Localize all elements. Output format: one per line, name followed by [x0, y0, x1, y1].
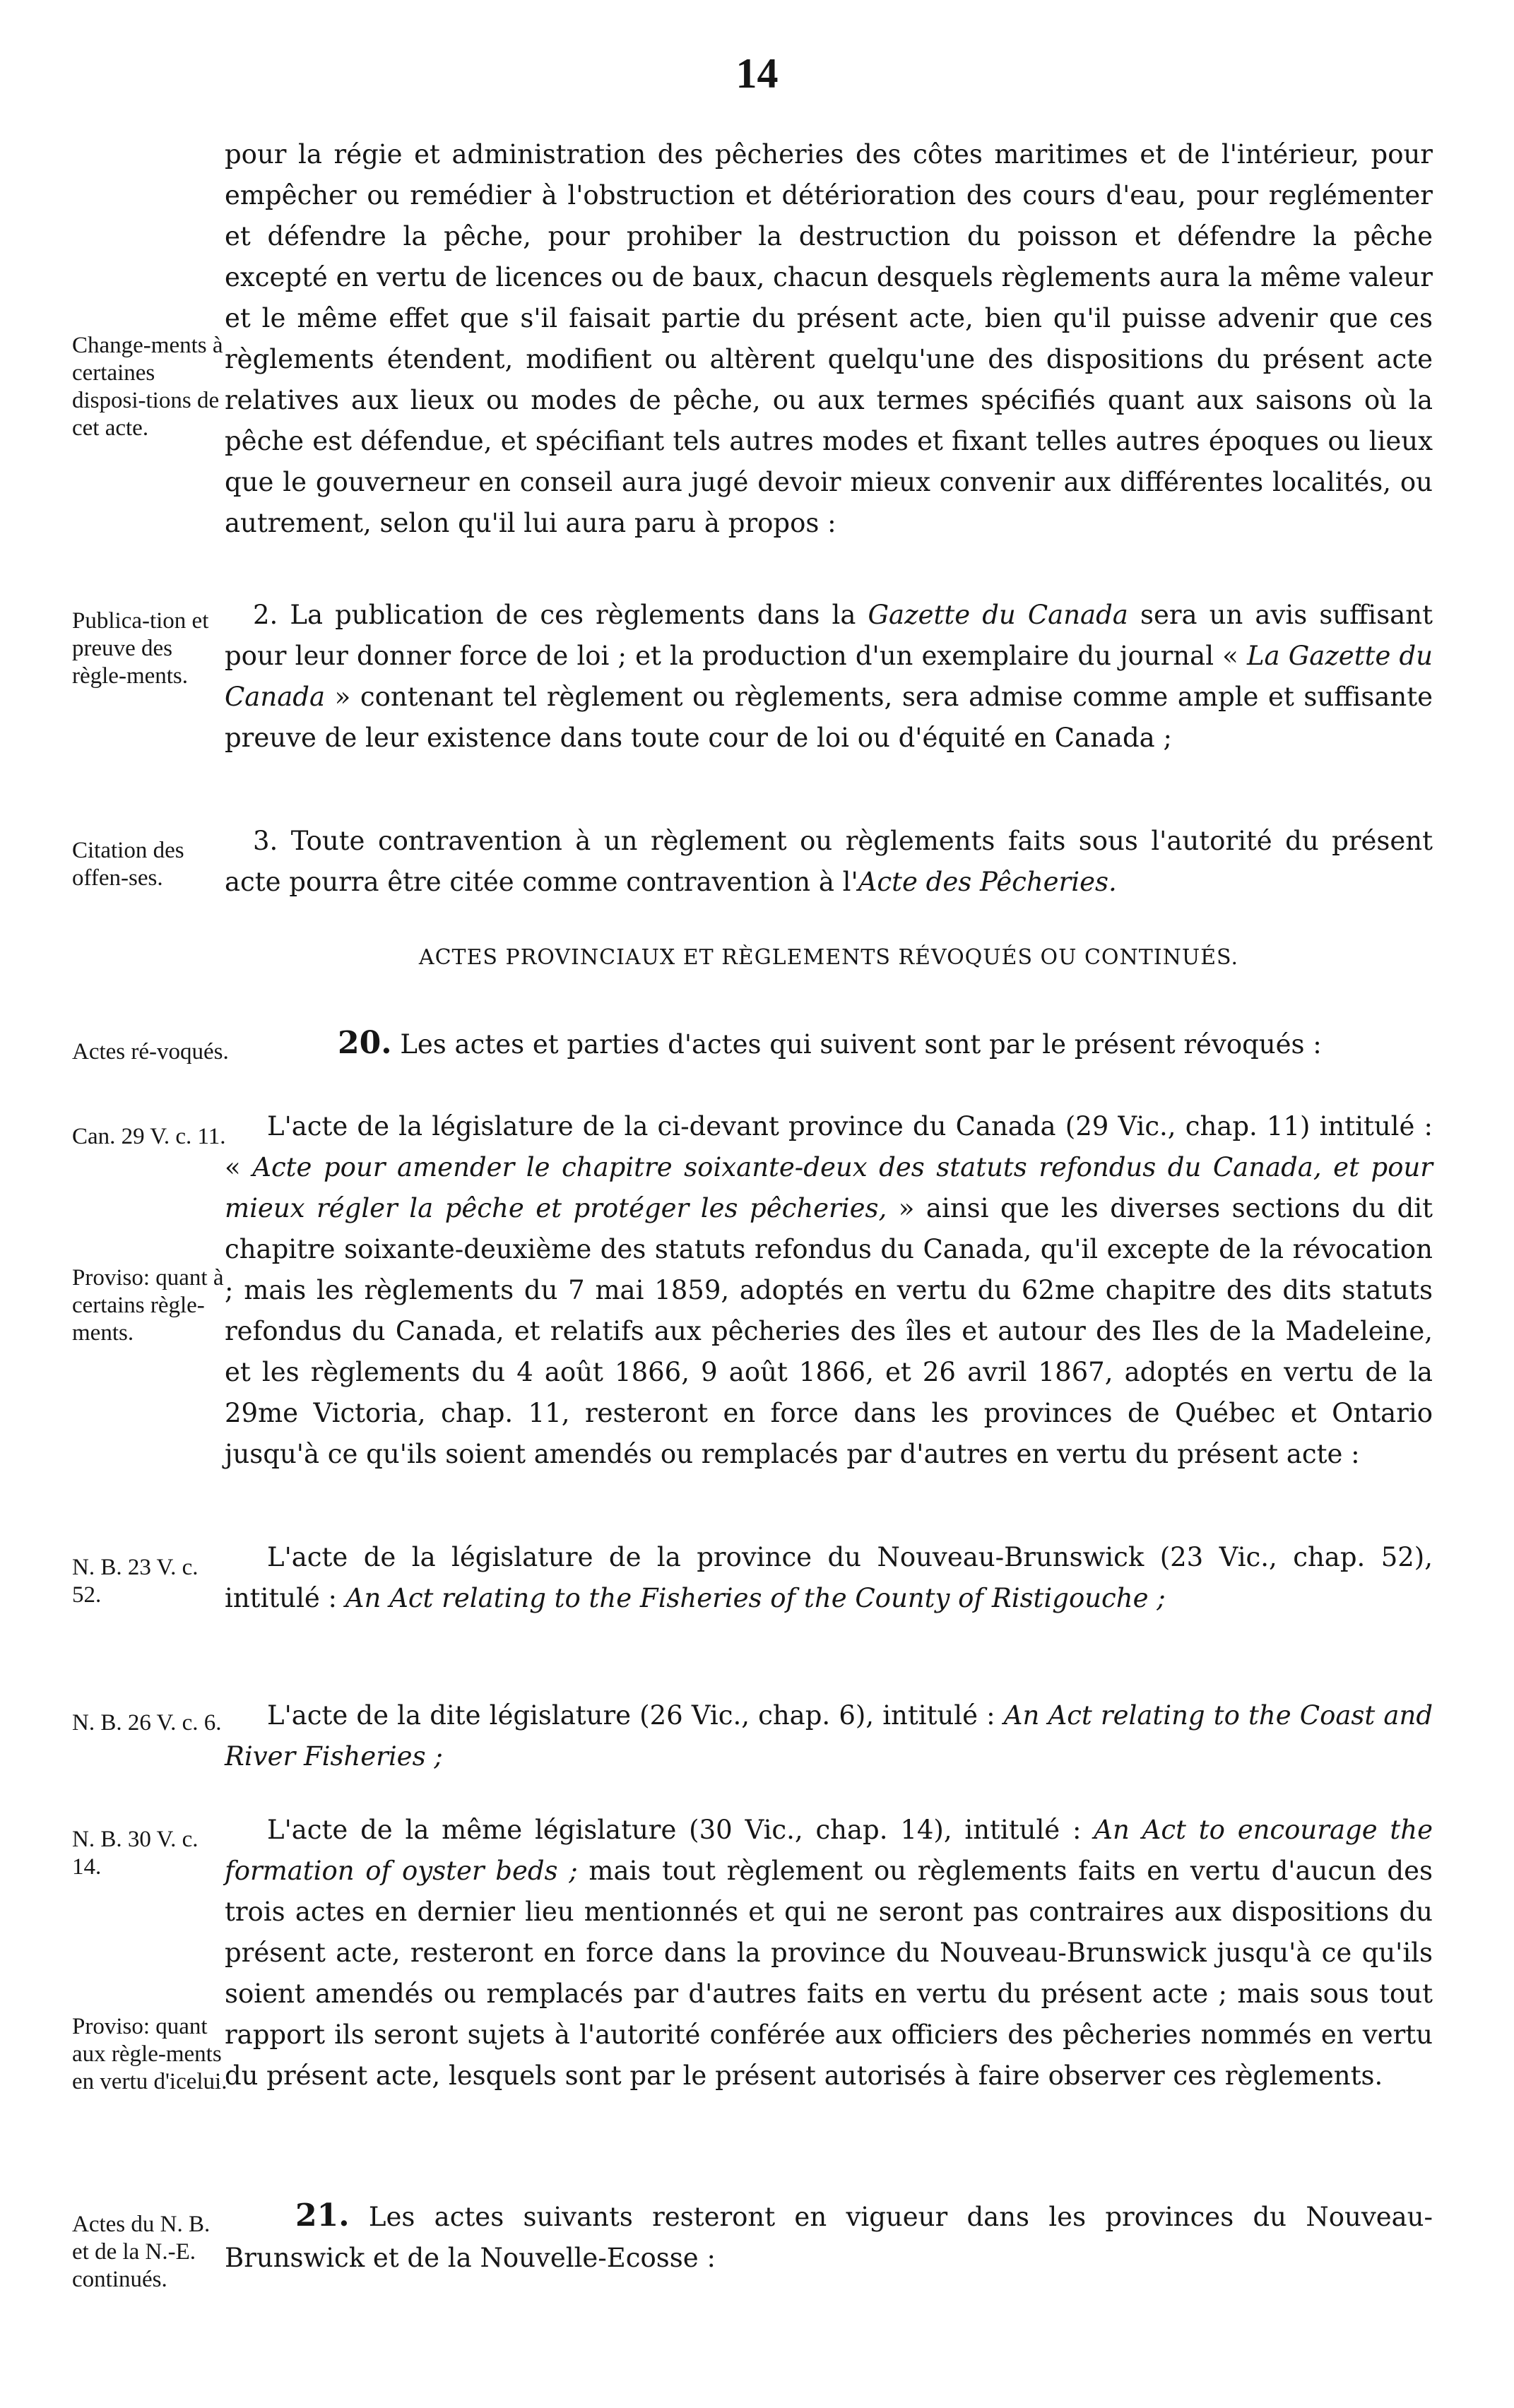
italic-title: An Act relating to the Coast and River Fisheries ; — [225, 1700, 1433, 1772]
italic-title: Acte des Pêcheries. — [858, 867, 1117, 897]
margin-note-citation: Citation des offen-ses. — [72, 838, 184, 891]
margin-note-changements: Change-ments à certaines disposi-tions de cet acte. — [72, 333, 223, 441]
section-20 — [225, 1023, 1433, 1065]
paragraph-acte-30-vic — [225, 1810, 1433, 2096]
paragraph-text: 3. Toute contravention à un règlement ou règlements faits sous l'autorité du présent acte pourra être citée comme contravention à l' — [225, 826, 1433, 897]
italic-title: La Gazette du Canada — [225, 641, 1433, 712]
paragraph-text: 2. La publication de ces règlements dans la — [253, 600, 856, 630]
paragraph-text: mais tout règlement ou règlements faits en vertu d'aucun des trois actes en dernier lieu mentionnés et qui ne seront pas contraires aux dispositions du présent acte, resteront en force dans la province du Nouveau-Brunswick jusqu'à ce qu'ils soient amendés ou remplacés par d'autres faits en vertu du présent acte ; mais sous tout rapport ils seront sujets à l'autorité conférée aux officiers des pêcheries nommés en vertu du présent acte, lesquels sont par le présent autorisés à faire observer ces règlements. — [225, 1856, 1433, 2091]
paragraph-text: pour la régie et administration des pêcheries des côtes maritimes et de l'intérieur, pour empêcher ou remédier à l'obstruction et détérioration des cours d'eau, pour reglémenter et défendre la pêche, pour prohiber la destruction du poisson et défendre la pêche excepté en vertu de licences ou de baux, chacun desquels règlements aura la même valeur et le même effet que s'il faisait partie du présent acte, bien qu'il puisse advenir que ces règlements étendent, modifient ou altèrent quelqu'une des dispositions du présent acte relatives aux lieux ou modes de pêche, ou aux termes spécifiés quant aux saisons où la pêche est défendue, et spécifiant tels autres modes et fixant telles autres époques ou lieux que le gouverneur en conseil aura jugé devoir mieux convenir aux différentes localités, ou autrement, selon qu'il lui aura paru à propos : — [225, 139, 1433, 538]
margin-note-actes-revoques: Actes ré-voqués. — [72, 1039, 229, 1064]
paragraph-reglements — [225, 134, 1433, 544]
margin-note-nb-26: N. B. 26 V. c. 6. — [72, 1710, 222, 1736]
paragraph-text: sera un avis suffisant pour leur donner force de loi ; et la production d'un exemplaire du journal « — [225, 600, 1433, 671]
italic-title: Gazette du Canada — [868, 600, 1128, 630]
paragraph-citation — [225, 821, 1433, 903]
margin-note-proviso-1: Proviso: quant à certains règle-ments. — [72, 1265, 224, 1346]
paragraph-text: » ainsi que les diverses sections du dit chapitre soixante-deuxième des statuts refondus du Canada, qu'il excepte de la révocation ; mais les règlements du 7 mai 1859, adoptés en vertu du 62me chapitre des dits statuts refondus du Canada, et relatifs aux pêcheries des îles et autour des Iles de la Madeleine, et les règlements du 4 août 1866, 9 août 1866, et 26 avril 1867, adoptés en vertu de la 29me Victoria, chap. 11, resteront en force dans les provinces de Québec et Ontario jusqu'à ce qu'ils soient amendés ou remplacés par d'autres en vertu du présent acte : — [225, 1193, 1433, 1469]
paragraph-text: L'acte de la législature de la ci-devant province du Canada (29 Vic., chap. 11) intitulé : « — [225, 1111, 1433, 1182]
paragraph-text: » contenant tel règlement ou règlements, sera admise comme ample et suffisante preuve de leur existence dans toute cour de loi ou d'équité en Canada ; — [225, 682, 1433, 753]
paragraph-text: L'acte de la dite législature (26 Vic., chap. 6), intitulé : — [267, 1700, 995, 1731]
margin-note-publication: Publica-tion et preuve des règle-ments. — [72, 608, 209, 689]
paragraph-publication — [225, 595, 1433, 759]
section-heading: ACTES PROVINCIAUX ET RÈGLEMENTS RÉVOQUÉS OU CONTINUÉS. — [418, 945, 1239, 970]
margin-note-proviso-2: Proviso: quant aux règle-ments en vertu d'icelui. — [72, 2014, 227, 2094]
italic-title: An Act to encourage the formation of oyster beds ; — [225, 1815, 1433, 1886]
paragraph-acte-26-vic — [225, 1695, 1433, 1777]
margin-note-actes-continues: Actes du N. B. et de la N.-E. continués. — [72, 2212, 211, 2292]
section-21 — [225, 2195, 1433, 2279]
italic-title: Acte pour amender le chapitre soixante-deux des statuts refondus du Canada, et pour mieux régler la pêche et protéger les pêcheries, — [225, 1152, 1433, 1223]
margin-note-nb-23: N. B. 23 V. c. 52. — [72, 1555, 199, 1608]
paragraph-text: Les actes suivants resteront en vigueur dans les provinces du Nouveau-Brunswick et de la Nouvelle-Ecosse : — [225, 2202, 1433, 2273]
paragraph-text: L'acte de la même législature (30 Vic., chap. 14), intitulé : — [267, 1815, 1082, 1845]
margin-note-nb-30: N. B. 30 V. c. 14. — [72, 1827, 199, 1880]
paragraph-acte-23-vic — [225, 1537, 1433, 1619]
paragraph-text: L'acte de la législature de la province du Nouveau-Brunswick (23 Vic., chap. 52), intitulé : — [225, 1542, 1433, 1613]
paragraph-acte-29-vic — [225, 1106, 1433, 1475]
section-number: 20. — [338, 1025, 392, 1061]
italic-title: An Act relating to the Fisheries of the County of Ristigouche ; — [345, 1583, 1166, 1613]
page-number: 14 — [735, 50, 779, 97]
section-number: 21. — [295, 2198, 350, 2234]
margin-note-can-29v: Can. 29 V. c. 11. — [72, 1124, 226, 1149]
paragraph-text: Les actes et parties d'actes qui suivent sont par le présent révoqués : — [400, 1029, 1322, 1060]
